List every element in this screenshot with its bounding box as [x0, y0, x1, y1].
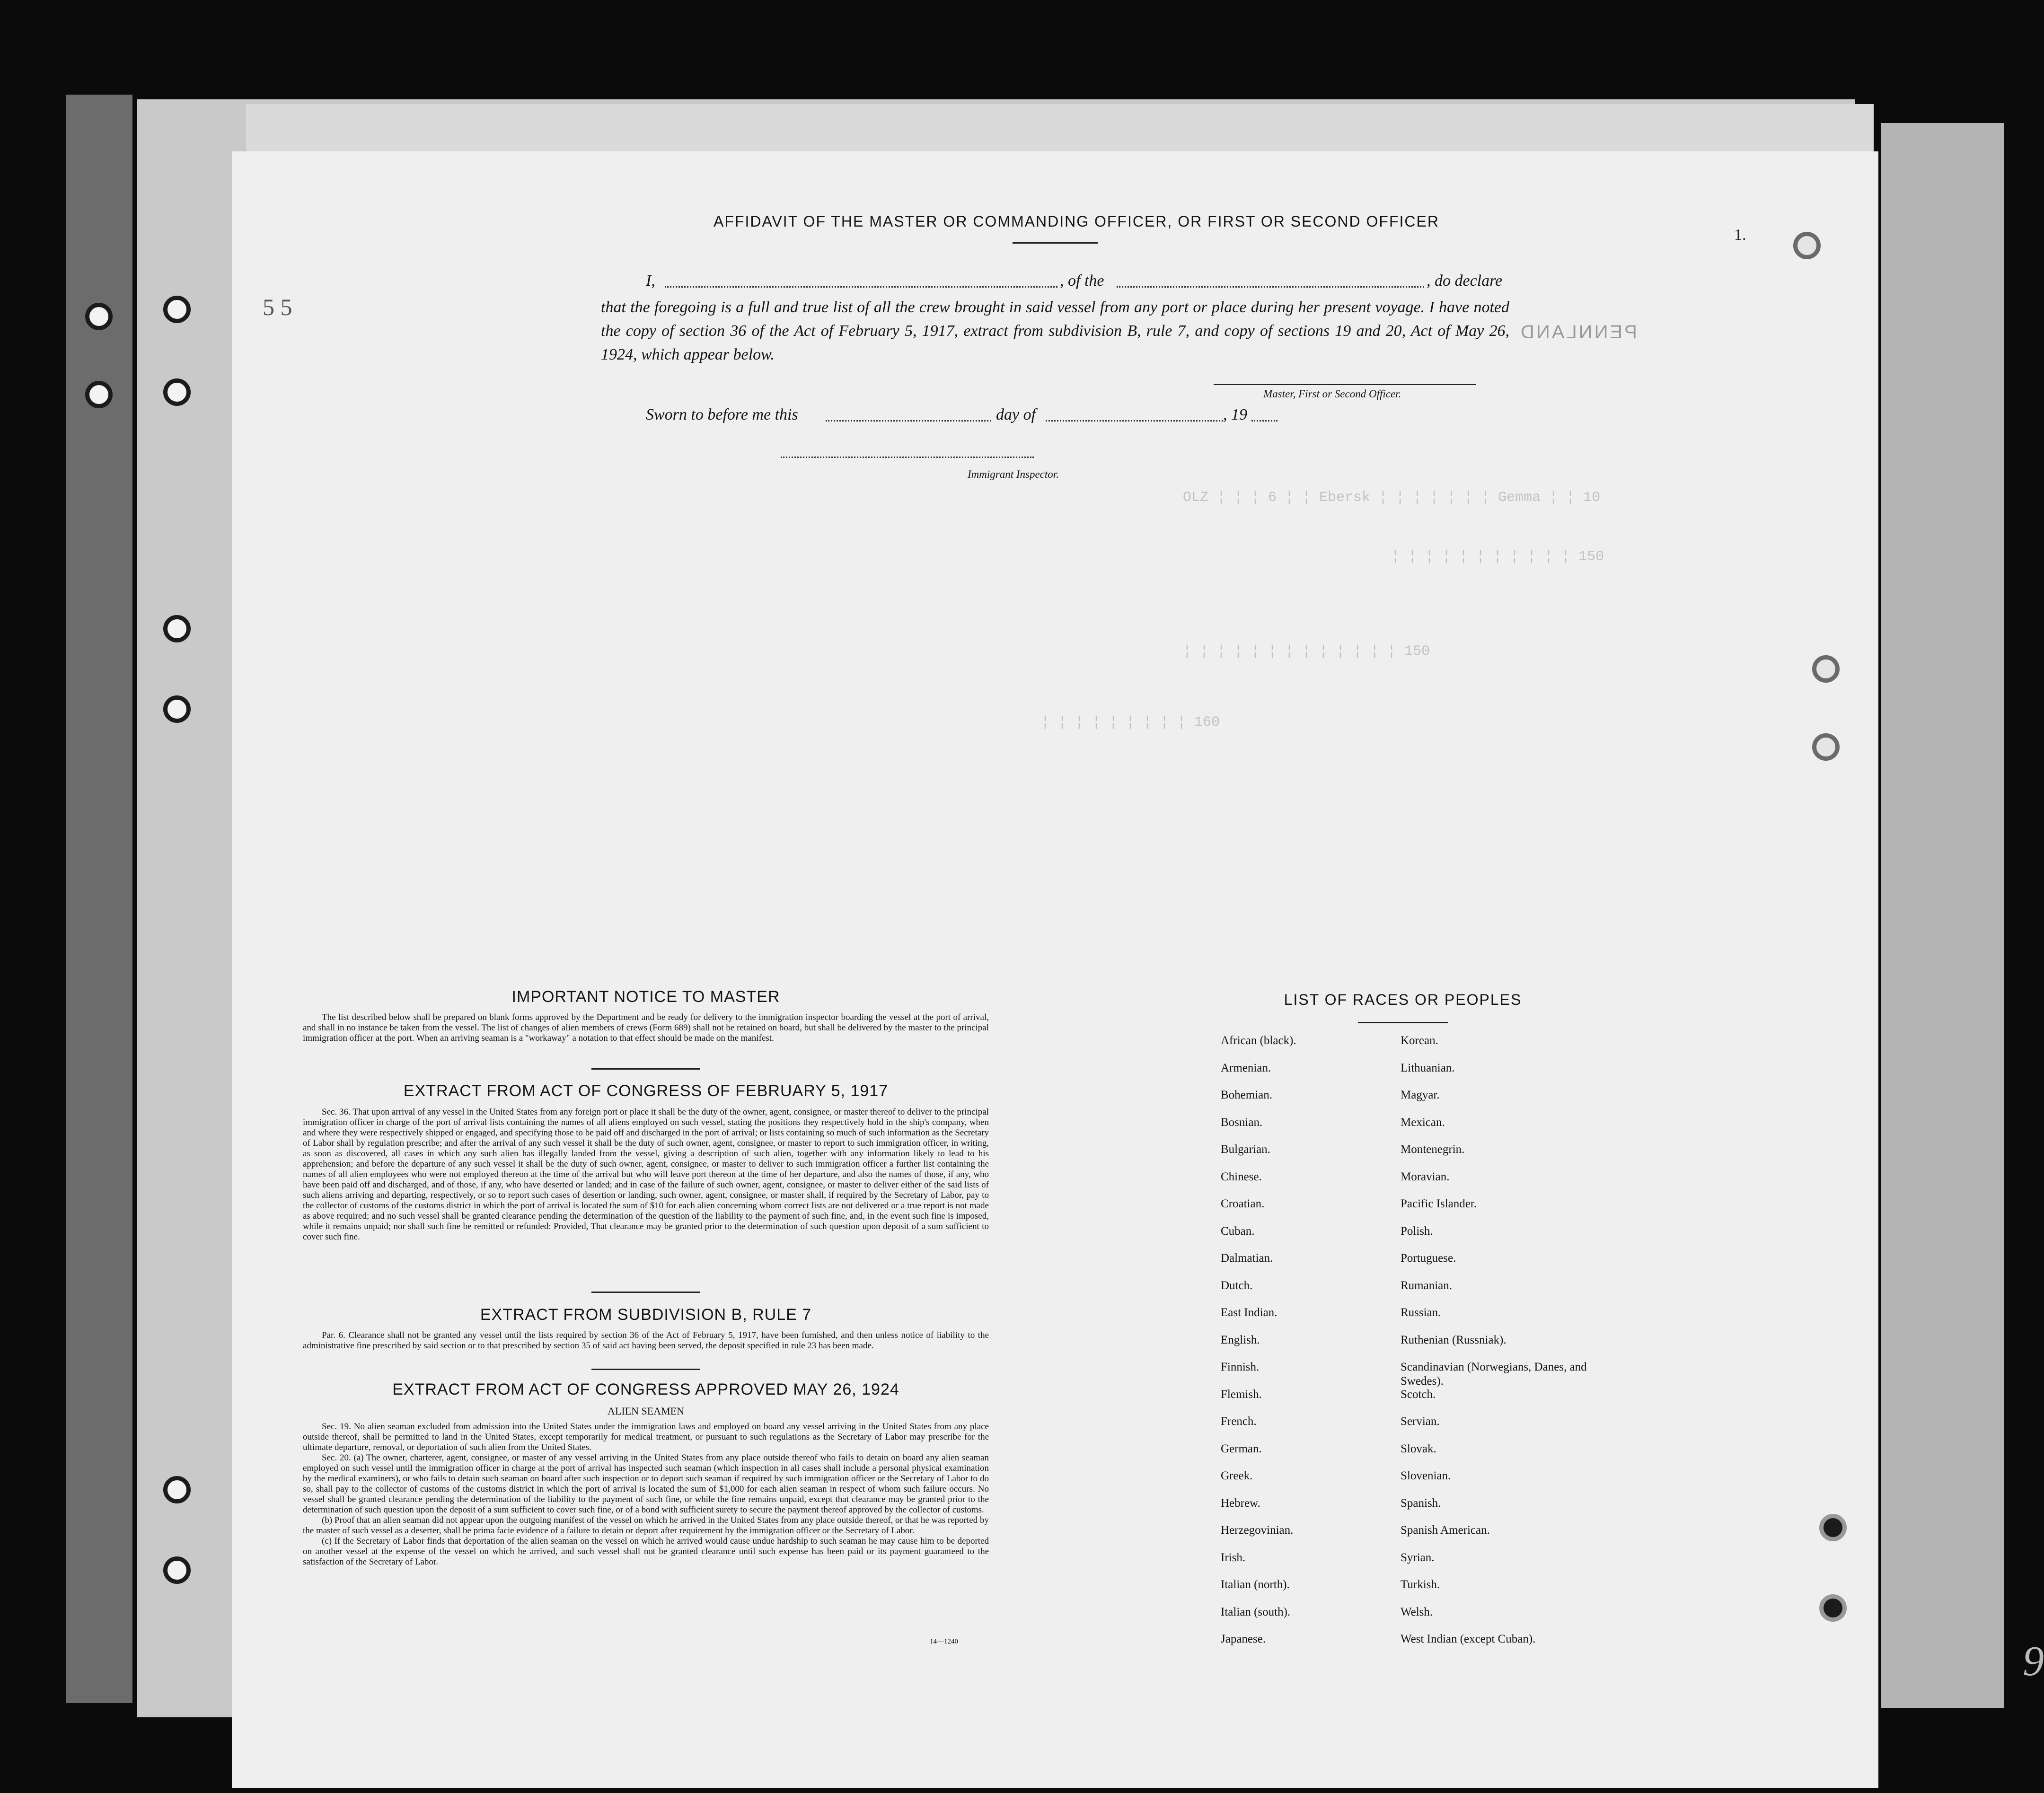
race-item: Lithuanian. — [1401, 1061, 1455, 1074]
race-item: Cuban. — [1221, 1224, 1255, 1238]
section-20b-paragraph: (b) Proof that an alien seaman did not appear upon the outgoing manifest of the vessel on which he arrived in the United States from any place outside thereof, or that he was reported by the master of such vessel as a deserter, shall be prima facie evidence of a failure to detain or deport after requirement by the immigration officer or the Secretary of Labor. — [303, 1515, 989, 1536]
race-item: Portuguese. — [1401, 1252, 1456, 1265]
extract-rule7-divider — [591, 1369, 700, 1370]
alien-seamen-subtitle: ALIEN SEAMEN — [608, 1405, 684, 1417]
race-item: Flemish. — [1221, 1388, 1262, 1401]
master-caption: Master, First or Second Officer. — [1263, 388, 1401, 400]
notice-title: IMPORTANT NOTICE TO MASTER — [511, 988, 780, 1006]
bleed-through-text: PENNLAND — [1519, 322, 1637, 343]
ghost-row: OLZ ¦ ¦ ¦ 6 ¦ ¦ Ebersk ¦ ¦ ¦ ¦ ¦ ¦ ¦ Gemma ¦ ¦ 10 — [1183, 490, 1601, 506]
race-item: Mexican. — [1401, 1116, 1445, 1129]
punch-hole — [1819, 1594, 1847, 1622]
punch-hole — [1793, 232, 1821, 259]
race-item: Turkish. — [1401, 1578, 1440, 1591]
punch-hole — [163, 695, 191, 723]
form-number: 14—1240 — [930, 1638, 958, 1645]
corner-mark: 9 — [2023, 1638, 2044, 1685]
punch-hole — [85, 303, 113, 330]
extract-1917-text — [303, 1107, 989, 1242]
notice-text — [303, 1012, 989, 1044]
race-item: Spanish. — [1401, 1496, 1441, 1510]
ghost-row: ¦ ¦ ¦ ¦ ¦ ¦ ¦ ¦ ¦ ¦ ¦ 150 — [1391, 549, 1604, 565]
race-item: Chinese. — [1221, 1170, 1262, 1183]
race-item: Russian. — [1401, 1306, 1441, 1319]
race-item: Pacific Islander. — [1401, 1197, 1477, 1210]
inspector-caption: Immigrant Inspector. — [968, 468, 1059, 480]
punch-hole — [1819, 1514, 1847, 1541]
affidavit-title: AFFIDAVIT OF THE MASTER OR COMMANDING OFFICER, OR FIRST OR SECOND OFFICER — [714, 213, 1439, 230]
race-item: Italian (south). — [1221, 1605, 1291, 1618]
race-item: Syrian. — [1401, 1551, 1435, 1564]
ghost-row: ¦ ¦ ¦ ¦ ¦ ¦ ¦ ¦ ¦ ¦ ¦ ¦ ¦ 150 — [1183, 643, 1430, 659]
punch-hole — [163, 296, 191, 323]
race-item: Korean. — [1401, 1034, 1438, 1047]
rule7-paragraph: Par. 6. Clearance shall not be granted any vessel until the lists required by section 36 of the Act of February 5, 1917, have been furnished, and then unless notice of liability to the administrative fine prescribed by said section or to that prescribed by section 35 of said act having been served, the deposit specified in rule 23 has been made. — [303, 1330, 989, 1351]
race-item: Welsh. — [1401, 1605, 1433, 1618]
vessel-blank — [1117, 286, 1424, 288]
race-item: Greek. — [1221, 1469, 1253, 1482]
race-item: French. — [1221, 1415, 1257, 1428]
margin-mark: 5 5 — [263, 294, 292, 320]
sworn-day-of: day of — [996, 406, 1036, 423]
sworn-label: Sworn to before me this — [646, 406, 798, 423]
race-item: Finnish. — [1221, 1361, 1260, 1373]
race-item: Croatian. — [1221, 1197, 1265, 1210]
race-item: Bulgarian. — [1221, 1143, 1270, 1156]
race-item: Dalmatian. — [1221, 1252, 1273, 1265]
race-item: African (black). — [1221, 1034, 1296, 1047]
declaration-declare: , do declare — [1427, 272, 1503, 290]
punch-hole — [163, 1476, 191, 1503]
sworn-month-blank — [1046, 420, 1223, 422]
race-item: Polish. — [1401, 1224, 1433, 1238]
section-20a-paragraph: Sec. 20. (a) The owner, charterer, agent, consignee, or master of any vessel arriving in the United States from any place outside thereof who fails to detain on board any alien seaman employed on such vessel until the immigration officer in charge at the port of arrival has inspected such seaman (which inspection in all cases shall include a personal physical examination by the medical examiners), or who fails to detain such seaman on board after such inspection or to deport such seaman if required by such immigration officer or the Secretary of Labor to do so, shall pay to the collector of customs of the customs district in which the port of arrival is located the sum of $1,000 for each alien seaman in respect of whom such failure occurs. No vessel shall be granted clearance pending the determination of the liability to the payment of such fine, or while the fine remains unpaid, except that clearance may be granted prior to the determination of such question upon the deposit of a sum sufficient to cover such fine, or of a bond with sufficient surety to secure the payment thereof approved by the collector of customs. — [303, 1453, 989, 1515]
punch-hole — [163, 378, 191, 406]
race-item: Spanish American. — [1401, 1524, 1490, 1537]
race-item: Japanese. — [1221, 1633, 1266, 1645]
race-item: Armenian. — [1221, 1061, 1271, 1074]
punch-hole — [85, 381, 113, 408]
section-19-paragraph: Sec. 19. No alien seaman excluded from admission into the United States under the immigration laws and employed on board any vessel arriving in the United States from any place outside thereof, shall be permitted to land in the United States, except temporarily for medical treatment, or pursuant to such regulations as the Secretary of Labor may prescribe for the ultimate departure, removal, or deportation of such alien from the United States. — [303, 1422, 989, 1452]
race-item: West Indian (except Cuban). — [1401, 1633, 1536, 1645]
race-item: Rumanian. — [1401, 1279, 1453, 1292]
race-item: English. — [1221, 1333, 1260, 1346]
race-item: Montenegrin. — [1401, 1143, 1465, 1156]
title-underline — [1013, 242, 1098, 244]
affidavit-body: that the foregoing is a full and true list of all the crew brought in said vessel from any port or place during her present voyage. I have noted the copy of section 36 of the Act of February 5, 1917, extract from subdivision B, rule 7, and copy of sections 19 and 20, Act of May 26, 1924, which appear below. — [601, 299, 1509, 363]
sworn-year: , 19 — [1223, 406, 1247, 423]
extract-1924-title: EXTRACT FROM ACT OF CONGRESS APPROVED MAY 26, 1924 — [392, 1380, 899, 1398]
adjacent-page-edge — [1881, 123, 2004, 1708]
sworn-year-blank — [1251, 420, 1278, 422]
master-signature-line — [1214, 384, 1476, 385]
margin-number: 1. — [1734, 226, 1746, 244]
race-item: Scotch. — [1401, 1388, 1436, 1401]
extract-1917-title: EXTRACT FROM ACT OF CONGRESS OF FEBRUARY 5, 1917 — [403, 1082, 889, 1100]
section-36-paragraph: Sec. 36. That upon arrival of any vessel in the United States from any foreign port or place it shall be the duty of the owner, agent, consignee, or master thereof to deliver to the principal immigration officer in charge of the port of arrival lists containing the names of all aliens employed on such vessel, stating the positions they respectively hold in the ship's company, when and where they were respectively shipped or engaged, and specifying those to be paid off and discharged in the port of arrival; or lists containing so much of such information as the Secretary of Labor shall by regulation prescribe; and after the arrival of any such vessel it shall be the duty of such owner, agent, consignee, or master to report to such immigration officer, in writing, as soon as discovered, all cases in which any such alien has illegally landed from the vessel, giving a description of such alien, together with any information likely to lead to his apprehension; and before the departure of any such vessel it shall be the duty of such owner, agent, consignee, or master to deliver to such immigration officer a further list containing the names of all alien employees who were not employed thereon at the time of the arrival but who will leave port thereon at the time of her departure, and also the names of those, if any, who have been paid off and discharged, and of those, if any, who have deserted or landed; and in case of the failure of such owner, agent, consignee, or master to deliver either of the said lists of such aliens arriving and departing, respectively, or so to report such cases of desertion or landing, such owner, agent, consignee, or master shall, if required by the Secretary of Labor, pay to the collector of customs of the customs district in which the port of arrival is located the sum of $10 for each alien concerning whom correct lists are not delivered or a true report is not made as above required; and no such vessel shall be granted clearance pending the determination of the question of the liability to the payment of such fine, and, in the event such fine is imposed, while it remains unpaid; nor shall such fine be remitted or refunded: Provided, That clearance may be granted prior to the determination of such question upon deposit of a sum sufficient to cover such fine. — [303, 1107, 989, 1242]
race-item: Moravian. — [1401, 1170, 1450, 1183]
race-item: East Indian. — [1221, 1306, 1278, 1319]
race-item: Slovenian. — [1401, 1469, 1451, 1482]
race-item: Dutch. — [1221, 1279, 1253, 1292]
race-item: Bohemian. — [1221, 1089, 1273, 1101]
punch-hole — [163, 615, 191, 642]
punch-hole — [1812, 655, 1840, 683]
binder-strip — [66, 95, 132, 1703]
race-item: German. — [1221, 1442, 1262, 1455]
inspector-signature-line — [781, 457, 1034, 458]
race-item: Herzegovinian. — [1221, 1524, 1294, 1537]
race-item: Irish. — [1221, 1551, 1246, 1564]
races-title-underline — [1358, 1022, 1448, 1023]
extract-rule7-text — [303, 1330, 989, 1351]
race-item: Servian. — [1401, 1415, 1440, 1428]
extract-1917-divider — [591, 1292, 700, 1293]
race-item: Slovak. — [1401, 1442, 1436, 1455]
races-right-column — [1401, 1034, 1628, 1660]
section-20c-paragraph: (c) If the Secretary of Labor finds that deportation of the alien seaman on the vessel on which he arrived would cause undue hardship to such seaman he may cause him to be deported on another vessel at the expense of the vessel on which he arrived, and such vessel shall not be granted clearance until such expense has been paid or its payment guaranteed to the satisfaction of the Secretary of Labor. — [303, 1536, 989, 1567]
extract-1924-text — [303, 1422, 989, 1567]
ghost-row: ¦ ¦ ¦ ¦ ¦ ¦ ¦ ¦ ¦ 160 — [1041, 714, 1220, 730]
name-blank — [665, 286, 1057, 288]
extract-rule7-title: EXTRACT FROM SUBDIVISION B, RULE 7 — [480, 1306, 812, 1324]
declaration-i: I, — [646, 272, 655, 290]
race-item: Ruthenian (Russniak). — [1401, 1333, 1507, 1346]
notice-paragraph: The list described below shall be prepared on blank forms approved by the Department and be ready for delivery to the immigration inspector boarding the vessel at the port of arrival, and shall in no instance be taken from the vessel. The list of changes of alien members of crews (Form 689) shall not be retained on board, but shall be delivered by the master to the principal immigration officer at the port. When an arriving seaman is a "workaway" a notation to that effect should be made on the manifest. — [303, 1012, 989, 1043]
punch-hole — [1812, 733, 1840, 761]
race-item: Italian (north). — [1221, 1578, 1290, 1591]
sworn-day-blank — [826, 420, 991, 422]
races-left-column — [1221, 1034, 1401, 1660]
races-title: LIST OF RACES OR PEOPLES — [1284, 991, 1522, 1008]
race-item: Scandinavian (Norwegians, Danes, and Swedes). — [1401, 1361, 1587, 1388]
race-item: Bosnian. — [1221, 1116, 1263, 1129]
race-item: Hebrew. — [1221, 1496, 1260, 1510]
declaration-of: , of the — [1060, 272, 1104, 290]
punch-hole — [163, 1556, 191, 1584]
notice-divider — [591, 1068, 700, 1070]
race-item: Magyar. — [1401, 1089, 1440, 1101]
